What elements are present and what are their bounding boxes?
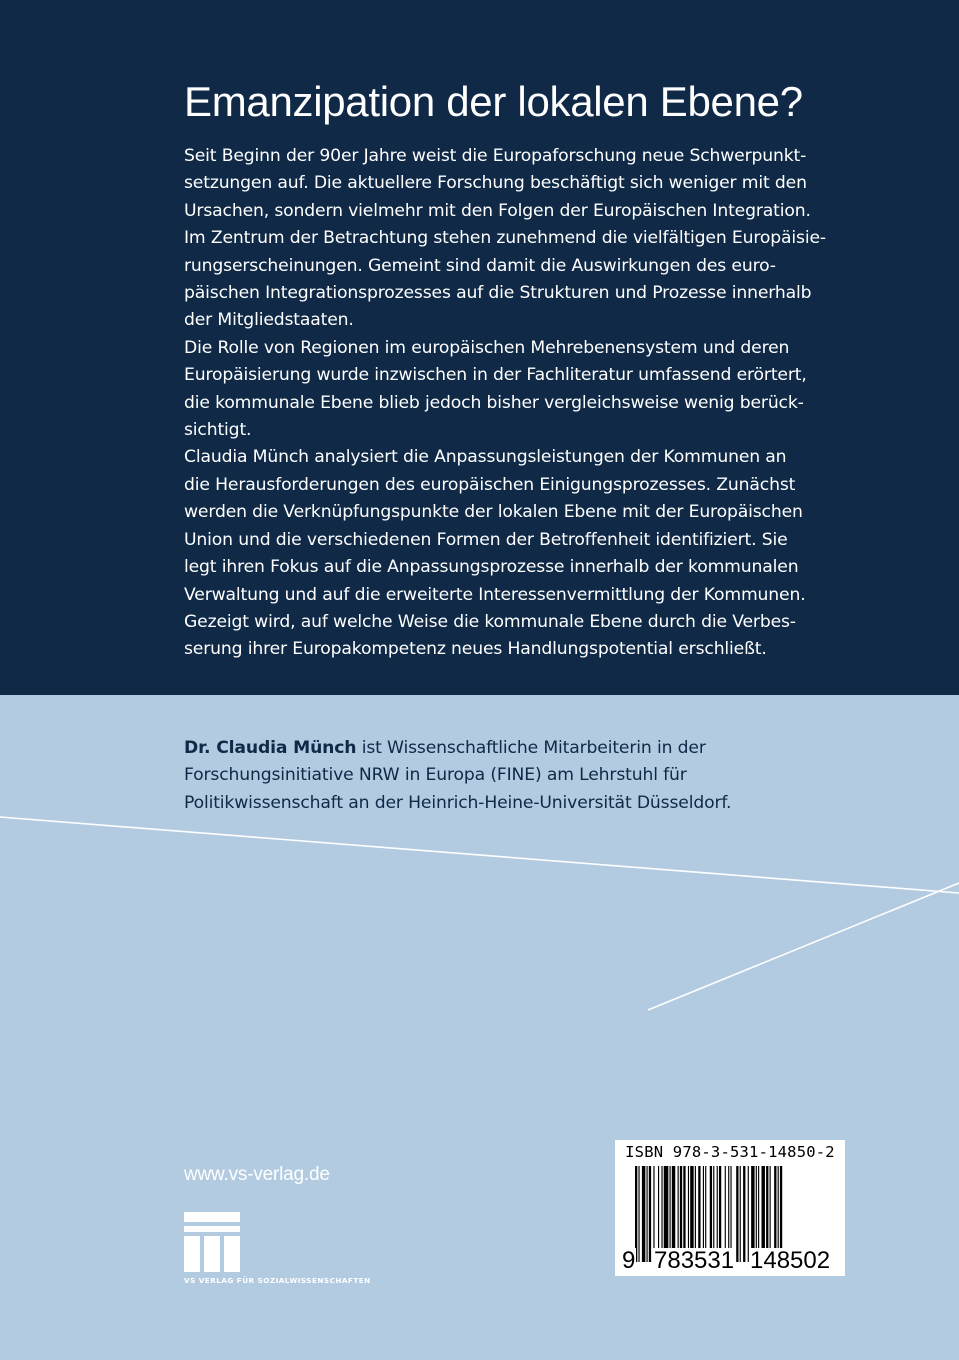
barcode-digit-group-right: 148502	[750, 1247, 831, 1274]
blurb-line: Im Zentrum der Betrachtung stehen zunehmend die vielfältigen Europäisie-	[184, 228, 826, 249]
blurb-line: die Herausforderungen des europäischen Einigungsprozesses. Zunächst	[184, 474, 796, 495]
publisher-website[interactable]: www.vs-verlag.de	[184, 1164, 330, 1185]
book-blurb	[184, 143, 884, 664]
author-bio-line	[184, 735, 884, 762]
isbn-label: ISBN 978-3-531-14850-2	[625, 1143, 835, 1161]
blurb-line: sichtigt.	[184, 420, 252, 441]
author-bio-text: ist Wissenschaftliche Mitarbeiterin in der	[356, 738, 706, 758]
author-bio-line: Forschungsinitiative NRW in Europa (FINE) am Lehrstuhl für	[184, 765, 687, 786]
blurb-line: Seit Beginn der 90er Jahre weist die Europaforschung neue Schwerpunkt-	[184, 146, 807, 166]
author-name: Dr. Claudia Münch	[184, 738, 357, 758]
blurb-line: Verwaltung und auf die erweiterte Interessenvermittlung der Kommunen.	[184, 584, 806, 605]
barcode-digits	[615, 1248, 845, 1274]
blurb-line: päischen Integrationsprozesses auf die Strukturen und Prozesse innerhalb	[184, 283, 812, 304]
publisher-logo	[184, 1212, 444, 1292]
blurb-line: Europäisierung wurde inzwischen in der Fachliteratur umfassend erörtert,	[184, 365, 807, 386]
author-bio	[184, 735, 884, 817]
blurb-line: Union und die verschiedenen Formen der Betroffenheit identifiziert. Sie	[184, 529, 788, 550]
blurb-line: serung ihrer Europakompetenz neues Handlungspotential erschließt.	[184, 639, 767, 660]
blurb-line: der Mitgliedstaaten.	[184, 310, 354, 331]
publisher-name: VS VERLAG FÜR SOZIALWISSENSCHAFTEN	[184, 1276, 371, 1285]
blurb-line: Die Rolle von Regionen im europäischen Mehrebenensystem und deren	[184, 337, 790, 358]
blurb-line: die kommunale Ebene blieb jedoch bisher vergleichsweise wenig berück-	[184, 392, 804, 413]
blurb-line: legt ihren Fokus auf die Anpassungsprozesse innerhalb der kommunalen	[184, 557, 799, 578]
decorative-line	[0, 817, 959, 893]
blurb-line: rungserscheinungen. Gemeint sind damit die Auswirkungen des euro-	[184, 255, 776, 276]
book-title: Emanzipation der lokalen Ebene?	[184, 78, 803, 125]
publisher-logo-icon	[184, 1212, 240, 1272]
barcode-digit-group-left: 783531	[654, 1247, 735, 1274]
decorative-line	[648, 883, 959, 1010]
blurb-line: werden die Verknüpfungspunkte der lokalen Ebene mit der Europäischen	[184, 502, 803, 523]
blurb-line: Ursachen, sondern vielmehr mit den Folgen der Europäischen Integration.	[184, 200, 811, 221]
author-bio-line: Politikwissenschaft an der Heinrich-Heine-Universität Düsseldorf.	[184, 792, 732, 813]
blurb-line: Gezeigt wird, auf welche Weise die kommunale Ebene durch die Verbes-	[184, 611, 796, 632]
barcode-digit-prefix: 9	[622, 1247, 636, 1274]
blurb-line: setzungen auf. Die aktuellere Forschung beschäftigt sich weniger mit den	[184, 173, 807, 194]
isbn-barcode	[615, 1140, 845, 1276]
blurb-line: Claudia Münch analysiert die Anpassungsleistungen der Kommunen an	[184, 447, 787, 468]
